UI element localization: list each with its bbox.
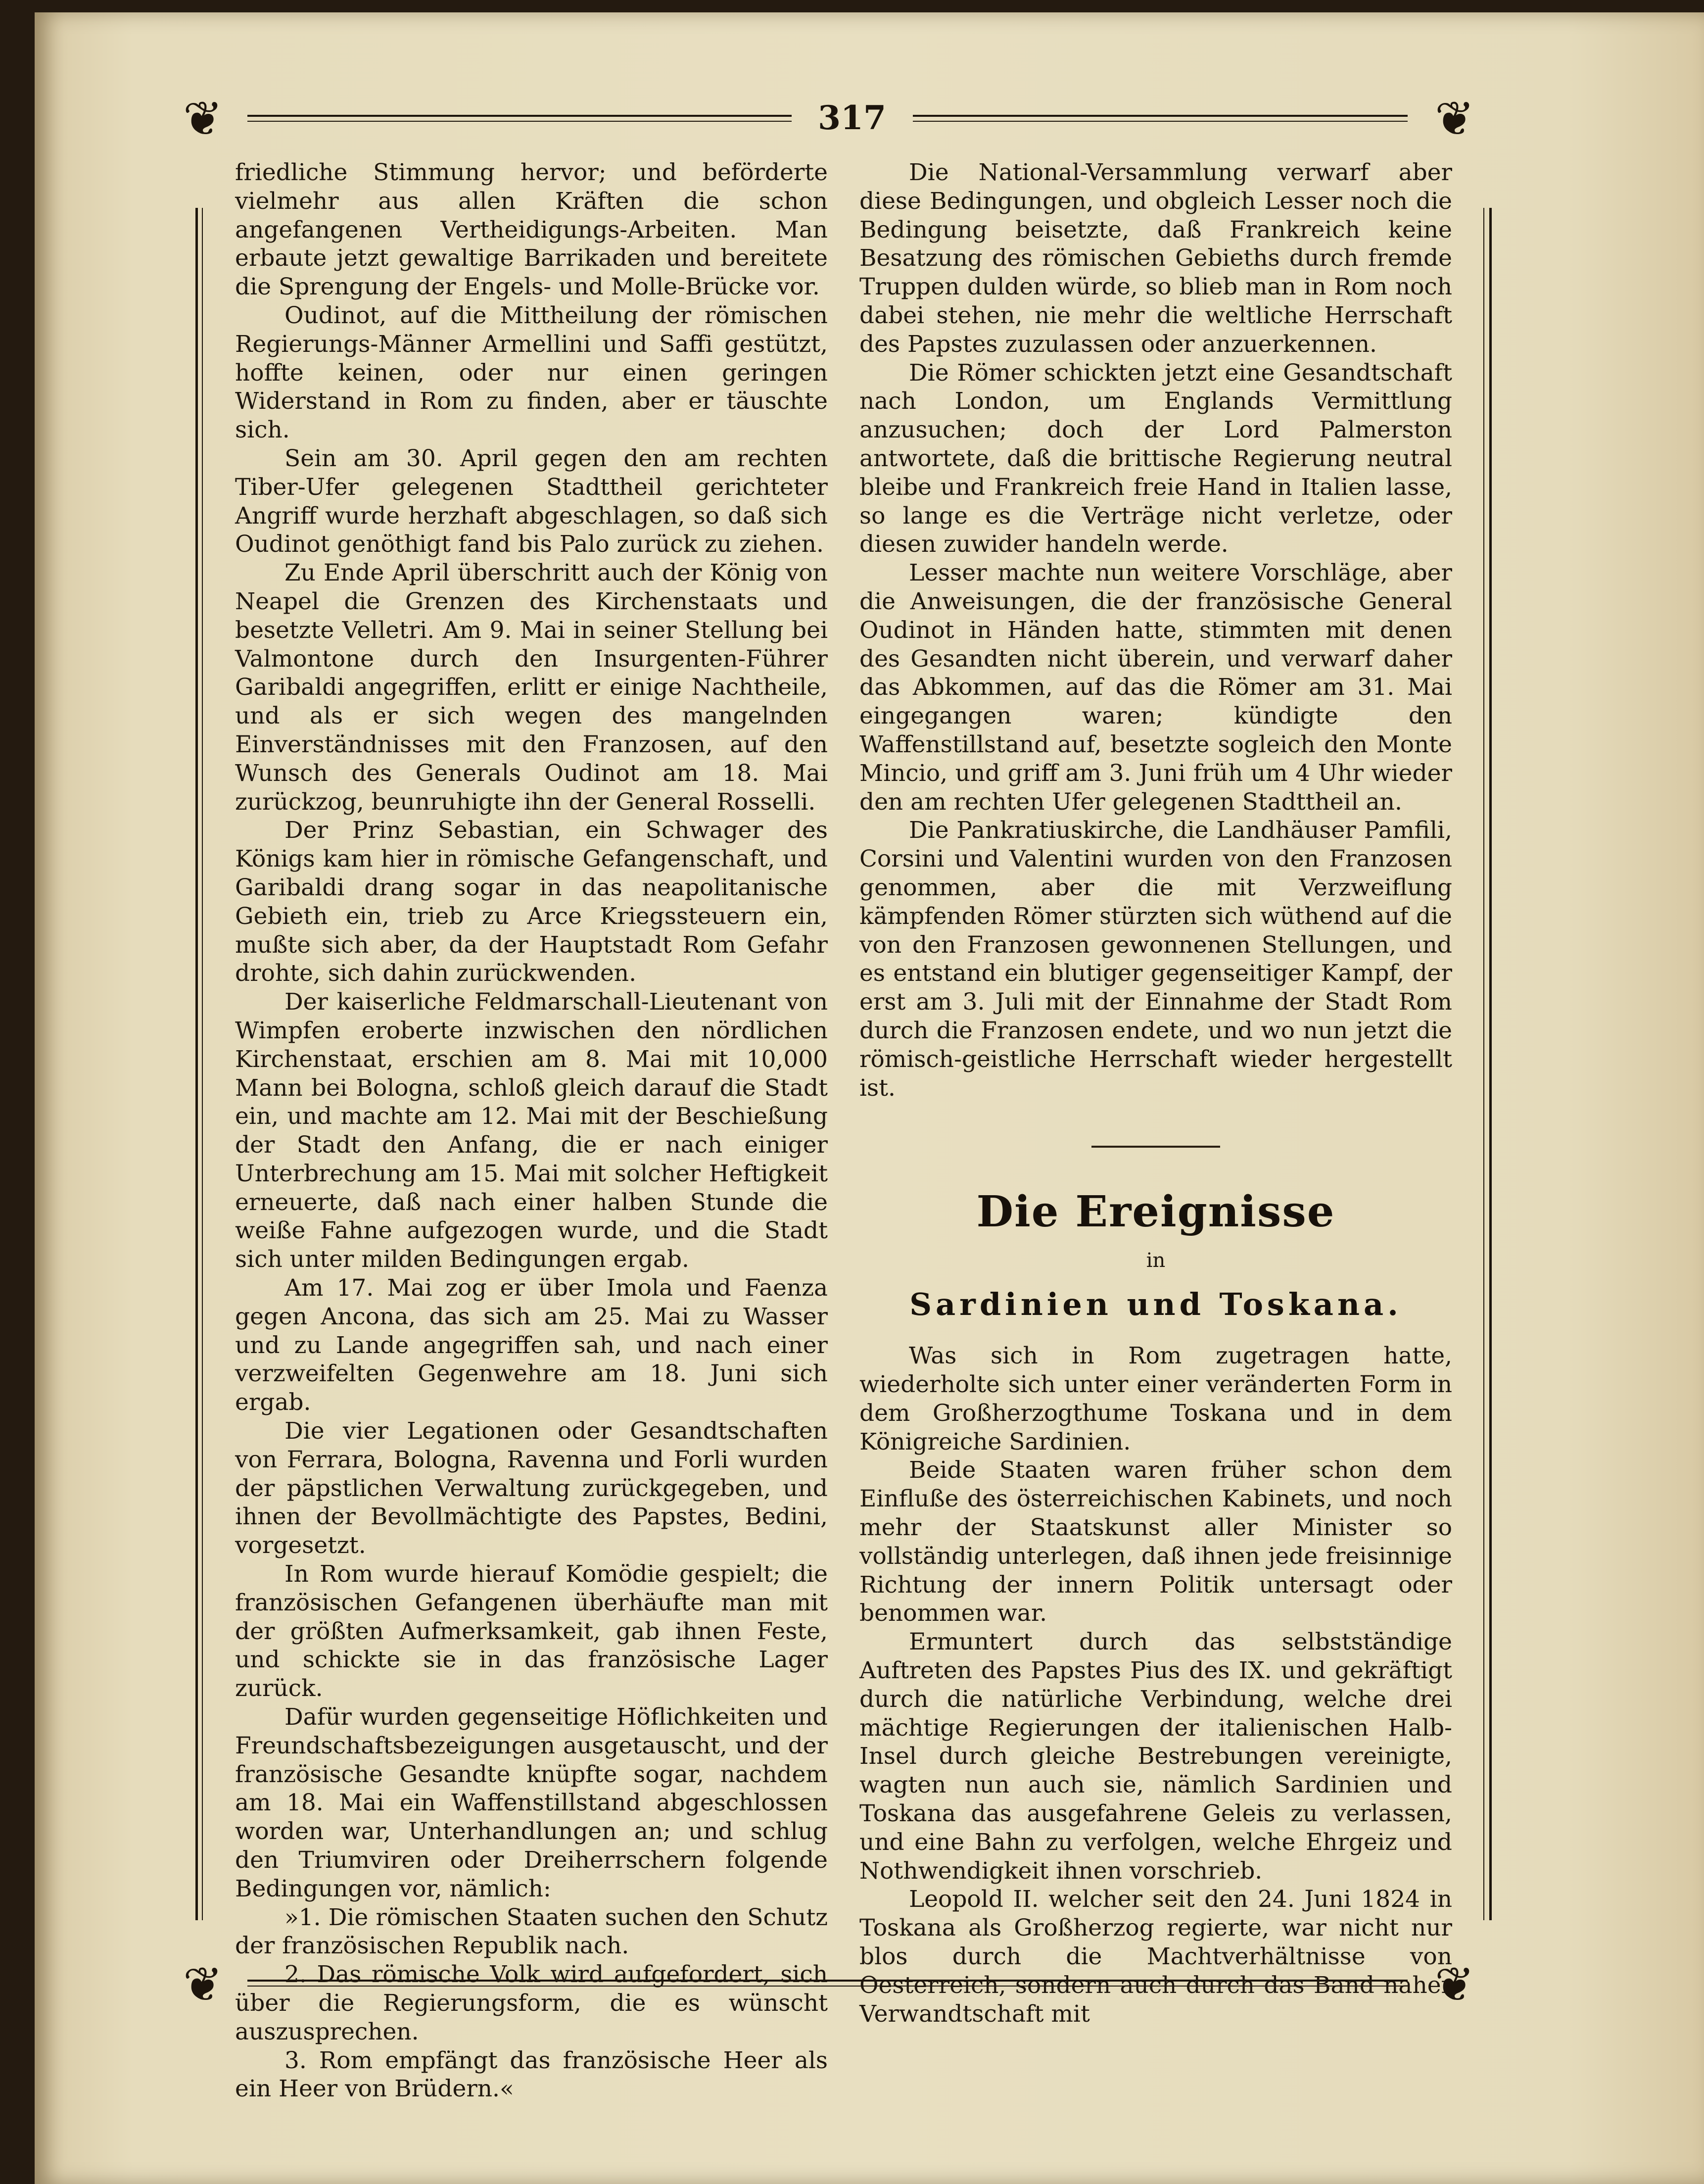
paragraph: Lesser machte nun weitere Vorschläge, aber die Anweisungen, die der französische General Oudinot in Händen hatte, stimmten mit denen des Gesandten nicht überein, und verwarf daher das Abkommen, auf das die Römer am 31. Mai eingegangen waren; kündigte den Waffenstillstand auf, besetzte sogleich den Monte Mincio, und griff am 3. Juni früh um 4 Uhr wieder den am rechten Ufer gelegenen Stadttheil an. xyxy=(859,559,1452,816)
paragraph: In Rom wurde hierauf Komödie gespielt; die französischen Gefangenen überhäufte man mit der größten Aufmerksamkeit, gab ihnen Feste, und schickte sie in das französische Lager zurück. xyxy=(235,1560,828,1702)
paragraph: 2. Das römische Volk wird aufgefordert, sich über die Regierungsform, die es wünscht auszusprechen. xyxy=(235,1961,828,2045)
paragraph: Beide Staaten waren früher schon dem Einfluße des österreichischen Kabinets, und noch mehr der Staatskunst aller Minister so vollständig unterlegen, daß ihnen jede freisinnige Richtung der innern Politik untersagt oder benommen war. xyxy=(859,1456,1452,1627)
paragraph: Die Römer schickten jetzt eine Gesandtschaft nach London, um Englands Vermittlung anzusuchen; doch der Lord Palmerston antwortete, daß die brittische Regierung neutral bleibe und Frankreich freie Hand in Italien lasse, so lange es die Verträge nicht verletze, oder diesen zuwider handeln werde. xyxy=(859,359,1452,558)
right-rule xyxy=(1489,208,1492,1920)
paragraph: Dafür wurden gegenseitige Höflichkeiten und Freundschaftsbezeigungen ausgetauscht, und der französische Gesandte knüpfte sogar, nachdem am 18. Mai ein Waffenstillstand abgeschlossen worden war, Unterhandlungen an; und schlug den Triumviren oder Dreiherrschern folgende Bedingungen vor, nämlich: xyxy=(235,1703,828,1902)
paragraph: Der Prinz Sebastian, ein Schwager des Königs kam hier in römische Gefangenschaft, und Garibaldi drang sogar in das neapolitanische Gebieth ein, trieb zu Arce Kriegssteuern ein, mußte sich aber, da der Hauptstadt Rom Gefahr drohte, sich dahin zurückwenden. xyxy=(235,817,828,987)
left-text-column xyxy=(235,158,828,2103)
section-connector: in xyxy=(1146,1249,1166,1272)
right-text-column xyxy=(859,158,1452,2028)
top-rule-right xyxy=(913,115,1408,117)
paragraph: Zu Ende April überschritt auch der König von Neapel die Grenzen des Kirchenstaats und besetzte Velletri. Am 9. Mai in seiner Stellung bei Valmontone durch den Insurgenten-Führer Garibaldi angegriffen, erlitt er einige Nachtheile, und als er sich wegen des mangelnden Einverständnisses mit den Franzosen, auf den Wunsch des Generals Oudinot am 18. Mai zurückzog, beunruhigte ihn der General Rosselli. xyxy=(235,559,828,816)
ornament-corner-icon: ❦ xyxy=(183,91,223,146)
paragraph: Sein am 30. April gegen den am rechten Tiber-Ufer gelegenen Stadttheil gerichteter Angriff wurde herzhaft abgeschlagen, so daß sich Oudinot genöthigt fand bis Palo zurück zu ziehen. xyxy=(235,444,828,558)
right-rule-inner xyxy=(1483,208,1484,1920)
left-rule xyxy=(195,208,198,1920)
ornament-corner-icon: ❦ xyxy=(183,1957,223,2012)
top-rule-left xyxy=(247,115,792,117)
paragraph: Ermuntert durch das selbstständige Auftreten des Papstes Pius des IX. und gekräftigt durch die natürliche Verbindung, welche drei mächtige Regierungen der italienischen Halb-Insel durch gleiche Bestrebungen vereinigte, wagten nun auch sie, nämlich Sardinien und Toskana das ausgefahrene Geleis zu verlassen, und eine Bahn zu verfolgen, welche Ehrgeiz und Nothwendigkeit ihnen vorschrieb. xyxy=(859,1628,1452,1885)
top-rule-right-thin xyxy=(913,121,1408,122)
top-rule-left-thin xyxy=(247,121,792,122)
paragraph: Der kaiserliche Feldmarschall-Lieutenant von Wimpfen eroberte inzwischen den nördlichen Kirchenstaat, erschien am 8. Mai mit 10,000 Mann bei Bologna, schloß gleich darauf die Stadt ein, und machte am 12. Mai mit der Beschießung der Stadt den Anfang, die er nach einiger Unterbrechung am 15. Mai mit solcher Heftigkeit erneuerte, daß nach einer halben Stunde die weiße Fahne aufgezogen wurde, und die Stadt sich unter milden Bedingungen ergab. xyxy=(235,988,828,1273)
paragraph: friedliche Stimmung hervor; und beförderte vielmehr aus allen Kräften die schon angefangenen Vertheidigungs-Arbeiten. Man erbaute jetzt gewaltige Barrikaden und bereitete die Sprengung der Engels- und Molle-Brücke vor. xyxy=(235,159,828,301)
paragraph: Die Pankratiuskirche, die Landhäuser Pamfili, Corsini und Valentini wurden von den Franzosen genommen, aber die mit Verzweiflung kämpfenden Römer stürzten sich wüthend auf die von den Franzosen gewonnenen Stellungen, und es entstand ein blutiger gegenseitiger Kampf, der erst am 3. Juli mit der Einnahme der Stadt Rom durch die Franzosen endete, und wo nun jetzt die römisch-geistliche Herrschaft wieder hergestellt ist. xyxy=(859,817,1452,1102)
ornament-corner-icon: ❦ xyxy=(1434,91,1475,146)
paragraph: Die National-Versammlung verwarf aber diese Bedingungen, und obgleich Lesser noch die Bedingung beisetzte, daß Frankreich keine Besatzung des römischen Gebieths durch fremde Truppen dulden würde, so blieb man in Rom noch dabei stehen, nie mehr die weltliche Herrschaft des Papstes zuzulassen oder anzuerkennen. xyxy=(859,159,1452,358)
paragraph: Was sich in Rom zugetragen hatte, wiederholte sich unter einer veränderten Form in dem Großherzogthume Toskana und in dem Königreiche Sardinien. xyxy=(859,1342,1452,1456)
section-subtitle: Sardinien und Toskana. xyxy=(909,1286,1402,1323)
paragraph: 3. Rom empfängt das französische Heer als ein Heer von Brüdern.« xyxy=(235,2046,828,2103)
section-title: Die Ereignisse xyxy=(976,1187,1335,1237)
page-number: 317 xyxy=(818,98,886,137)
paragraph: Die vier Legationen oder Gesandtschaften von Ferrara, Bologna, Ravenna und Forli wurden der päpstlichen Verwaltung zurückgegeben, und ihnen der Bevollmächtigte des Papstes, Bedini, vorgesetzt. xyxy=(235,1417,828,1559)
section-divider xyxy=(1091,1146,1220,1148)
paragraph: Leopold II. welcher seit den 24. Juni 1824 in Toskana als Großherzog regierte, war nicht nur blos durch die Machtverhältnisse von Oesterreich, sondern auch durch das Band naher Verwandtschaft mit xyxy=(859,1886,1452,2028)
left-rule-inner xyxy=(202,208,203,1920)
paragraph: Oudinot, auf die Mittheilung der römischen Regierungs-Männer Armellini und Saffi gestützt, hoffte keinen, oder nur einen geringen Widerstand in Rom zu finden, aber er täuschte sich. xyxy=(235,301,828,444)
paragraph: »1. Die römischen Staaten suchen den Schutz der französischen Republik nach. xyxy=(235,1903,828,1960)
ornament-corner-icon: ❦ xyxy=(1434,1957,1475,2012)
paragraph: Am 17. Mai zog er über Imola und Faenza gegen Ancona, das sich am 25. Mai zu Wasser und zu Lande angegriffen sah, und nach einer verzweifelten Gegenwehre am 18. Juni sich ergab. xyxy=(235,1274,828,1416)
